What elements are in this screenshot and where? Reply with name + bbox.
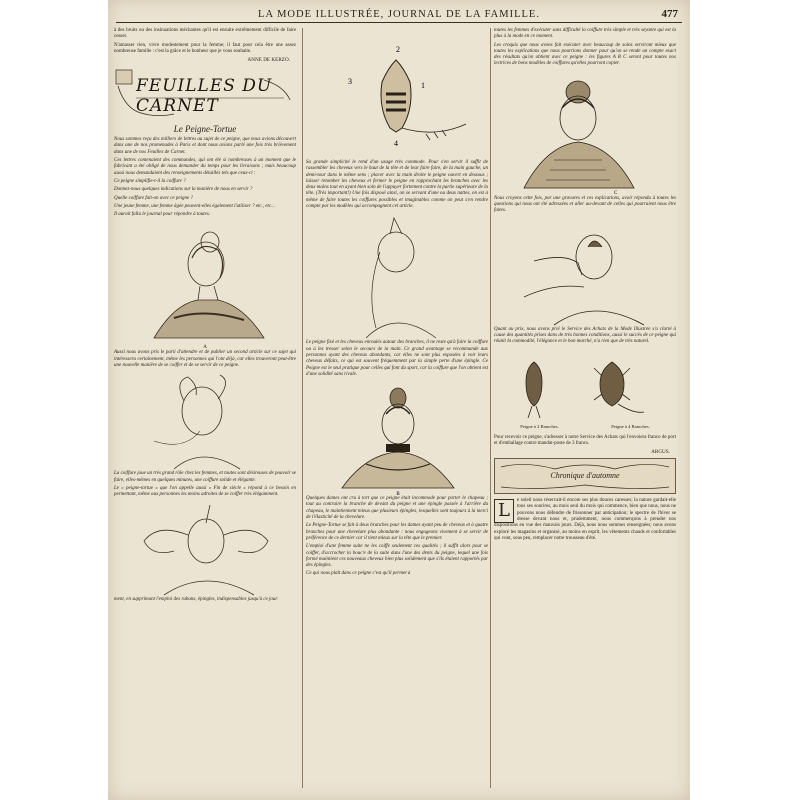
drop-cap: L bbox=[494, 499, 514, 523]
figure-number: 1 bbox=[421, 81, 425, 90]
chronicle-header-ornament bbox=[494, 458, 676, 494]
illustration-hair-back-view bbox=[306, 212, 488, 340]
paragraph: Les croquis que nous avons fait exécuter avec beaucoup de soins serviront mieux que toutes les explications que nous pourrions donner pour qu'on se rende un compte exact des résultats qu'on obtient avec ce peigne : les figures A B C seront pour toutes nos lectrices de bons modèles de coiffures qu'elles pourront copier. bbox=[494, 42, 676, 67]
paragraph: Il aurait fallu le journal pour répondre à toutes. bbox=[114, 212, 211, 218]
column-divider bbox=[490, 28, 491, 788]
figure-label-c: C bbox=[614, 190, 618, 196]
paragraph: e soleil nous réservait-il encore ses plus douces caresses; la nature gardait-elle tous ses sourires, au mois seul du mois qui commence, bien que nous, nous ne pouvons nous défendre de frissonner par anticipation; le spectre de l'hiver se dresse devant nous et, prudemment, nous commençons à prendre nos dispositions en vue des mauvais jours. Déjà, nous nous sommes renseignées; nous avons exploré les magasins et organisé, au moins en esprit, les vêtements chauds et confortables qui vont, sous peu, remplacer notre trousseau d'été. bbox=[494, 498, 676, 541]
column-3 bbox=[494, 28, 676, 792]
column-2 bbox=[306, 28, 488, 792]
paragraph: ment, en supprimant l'emploi des rubans, épingles, indispensables jusqu'à ce jour. bbox=[114, 596, 279, 602]
paragraph: Quant au prix, nous avons prié le Service des Achats de la Mode Illustrée s'a clarté à cause des quantités prises dans de très bonnes conditions, aussi le succès de ce peigne qui réunit la commodité, l'élégance et le bon marché, n'a rien que de très naturel. bbox=[494, 326, 676, 345]
feuilles-banner bbox=[114, 66, 296, 122]
paragraph: Ce qui nous plaît dans ce peigne c'est qu'il permet à bbox=[306, 571, 411, 577]
illustration-woman-profile-a bbox=[114, 220, 296, 350]
figure-label-a: A bbox=[203, 345, 207, 351]
caption-two-branches: Peigne à 2 Branches. bbox=[520, 423, 559, 429]
paragraph: à des bruits ou des insinuations méchantes qu'il est ensuite extrêmement difficile de faire cesser. bbox=[114, 28, 296, 40]
paragraph: Quelle coiffure fait-on avec ce peigne ? bbox=[114, 195, 193, 201]
column-1 bbox=[114, 28, 296, 792]
caption-four-branches: Peigne à 4 Branches. bbox=[611, 423, 650, 429]
paragraph: Quelques dames ont cru à tort que ce peigne était incommode pour porter le chapeau ; tout au contraire la branche de devant du peigne et une épingle passée à l'arrière du chapeau, le maintiennent mieux que plusieurs épingles, lesquelles sont toujours à la merci de l'élasticité de la chevelure. bbox=[306, 496, 488, 521]
page-number: 477 bbox=[661, 8, 678, 20]
paragraph: Nous croyons cette fois, par une gravures et ces explications, avoir répondu à toutes les questions qui nous ont été adressées et aller au-devant de celles qui pourraient nous être faites. bbox=[494, 195, 676, 214]
paragraph: Sa grande simplicité le rend d'un usage très commode. Pour s'en servir il suffit de rassembler les cheveux vers le haut de la tête et de leur faire faire, de la main gauche, un demi-tour dans le même sens ; placer avec la main droite le peigne ouvert en dessous ; laisser retomber les cheveux et fermer le peigne en rapprochant les branches avec les deux mains tout en ayant bien soin de l'appuyer fortement contre la partie supérieure de la tête. (Très important!) Une fois disposé ainsi, on se servant d'une ou deux nattes, on est à même de faire toutes les coiffures possibles et imaginables comme on peut s'en rendre compte par les modèles qui accompagnent cet article. bbox=[306, 160, 488, 210]
illustration-two-combs bbox=[494, 348, 676, 428]
paragraph: Le « peigne-tortue » que l'on appelle aussi « Fin de siècle » répond à ce besoin en permettant, même aux personnes les moins adroites de se coiffer très élégamment. bbox=[114, 485, 296, 498]
magazine-page bbox=[108, 0, 690, 800]
header-rule bbox=[116, 22, 682, 23]
paragraph: Donnez-nous quelques indications sur la manière de nous en servir ? bbox=[114, 187, 253, 193]
figure-number: 2 bbox=[396, 45, 400, 54]
running-title: LA MODE ILLUSTRÉE, JOURNAL DE LA FAMILLE. bbox=[258, 9, 540, 20]
paragraph: Une jeune femme, une femme âgée peuvent-elles également l'utiliser ? etc., etc... bbox=[114, 203, 275, 209]
paragraph: Le peigne fixé et les cheveux enroulés autour des branches, il ne reste qu'à faire la coiffure ou à les tresser selon le secours de la main. Ce grand avantage se recommande aux personnes ayant des cheveux abondants, car elles ne sont plus exposées à voir leurs cheveux défaits, ce qui est souvent fréquemment par la simple perte d'une épingle. Ce Peigne est le seul pratique pour celles qui font du sport, car la coiffure que l'on obtient est d'une solidité sans rivale. bbox=[306, 340, 488, 377]
figure-number: 4 bbox=[394, 139, 398, 148]
illustration-hands-hair-2 bbox=[114, 501, 296, 597]
paragraph: Aussi nous avons pris le parti d'attendre et de publier un second article sur ce sujet qui intéressera certainement, même les personnes qui l'ont déjà, car elles trouveront peut-être une nouvelle manière de se coiffer et de se servir de ce peigne. bbox=[114, 350, 296, 369]
chronicle-body bbox=[494, 498, 676, 542]
paragraph: Nous sommes reçu des milliers de lettres au sujet de ce peigne, que nous avions découvert dans une de nos promenades à Paris et dont nous avions parlé une fois très brièvement dans une de nos Feuilles de Carnet. bbox=[114, 137, 296, 155]
illustration-hands-hair-1 bbox=[114, 371, 296, 471]
paragraph: toutes les femmes d'exécuter sans difficulté la coiffure très simple et très seyante qui est la plus à la mode en ce moment. bbox=[494, 28, 676, 40]
paragraph: Le Peigne-Tortue se fait à deux branches pour les dames ayant peu de cheveux et à quatre branches pour une chevelure plus abondante : nous engageons vivement à se servir de préférence de ce dernier car il tient mieux sur la tête que le premier. bbox=[306, 523, 488, 541]
figure-label-b: B bbox=[396, 492, 400, 497]
column-divider bbox=[302, 28, 303, 788]
illustration-hand-placing-comb bbox=[494, 217, 676, 327]
article-title: Le Peigne-Tortue bbox=[173, 124, 237, 135]
figure-number: 3 bbox=[348, 77, 352, 86]
paragraph: La coiffure joue un très grand rôle chez les femmes, et toutes sont désireuses de pouvoir se faire, elles-mêmes en quelques minutes, une coiffure solide et élégante. bbox=[114, 471, 296, 483]
signature: ANNE DE KERZO. bbox=[247, 57, 290, 64]
illustration-woman-collar-b bbox=[306, 380, 488, 496]
signature: ARGUS. bbox=[651, 449, 670, 456]
paragraph: Ces lettres contenaient des commandes, qui ont été si nombreuses à un moment que le fabricant a été obligé de nous demander du temps pour les livraisons ; mais beaucoup aussi nous demandaient des renseignements détaillés tels que ceux-ci : bbox=[114, 158, 296, 176]
banner-title: FEUILLES DU CARNET bbox=[136, 76, 273, 117]
paragraph: Ce peigne simplifie-t-il la coiffure ? bbox=[114, 178, 186, 184]
chronicle-title: Chronique d'automne bbox=[550, 471, 620, 481]
paragraph: N'amasser rien, vivre modestement pour la femme; il faut pour cela être une assez nombreuse famille : c'est la grâce et le bonheur que je vous souhaite. bbox=[114, 42, 296, 54]
illustration-tortoise-comb bbox=[306, 28, 488, 160]
paragraph: L'emploi d'une femme suite ne les coiffe seulement ces qualités ; il suffit alors pour se coiffer, d'accrocher la bouc'e de la suite dans l'une des dents du peigne, lequel une fois formé maintient ces nouveaux cheveux bien plus solidement que s'ils étaient rapportés par des épingles. bbox=[306, 544, 488, 569]
paragraph: Pour recevoir ce peigne, s'adresser à notre Service des Achats qui l'envoiera franco de port et d'emballage contre mandat-poste de 3 francs. bbox=[494, 434, 676, 446]
illustration-woman-bun-c bbox=[494, 70, 676, 196]
